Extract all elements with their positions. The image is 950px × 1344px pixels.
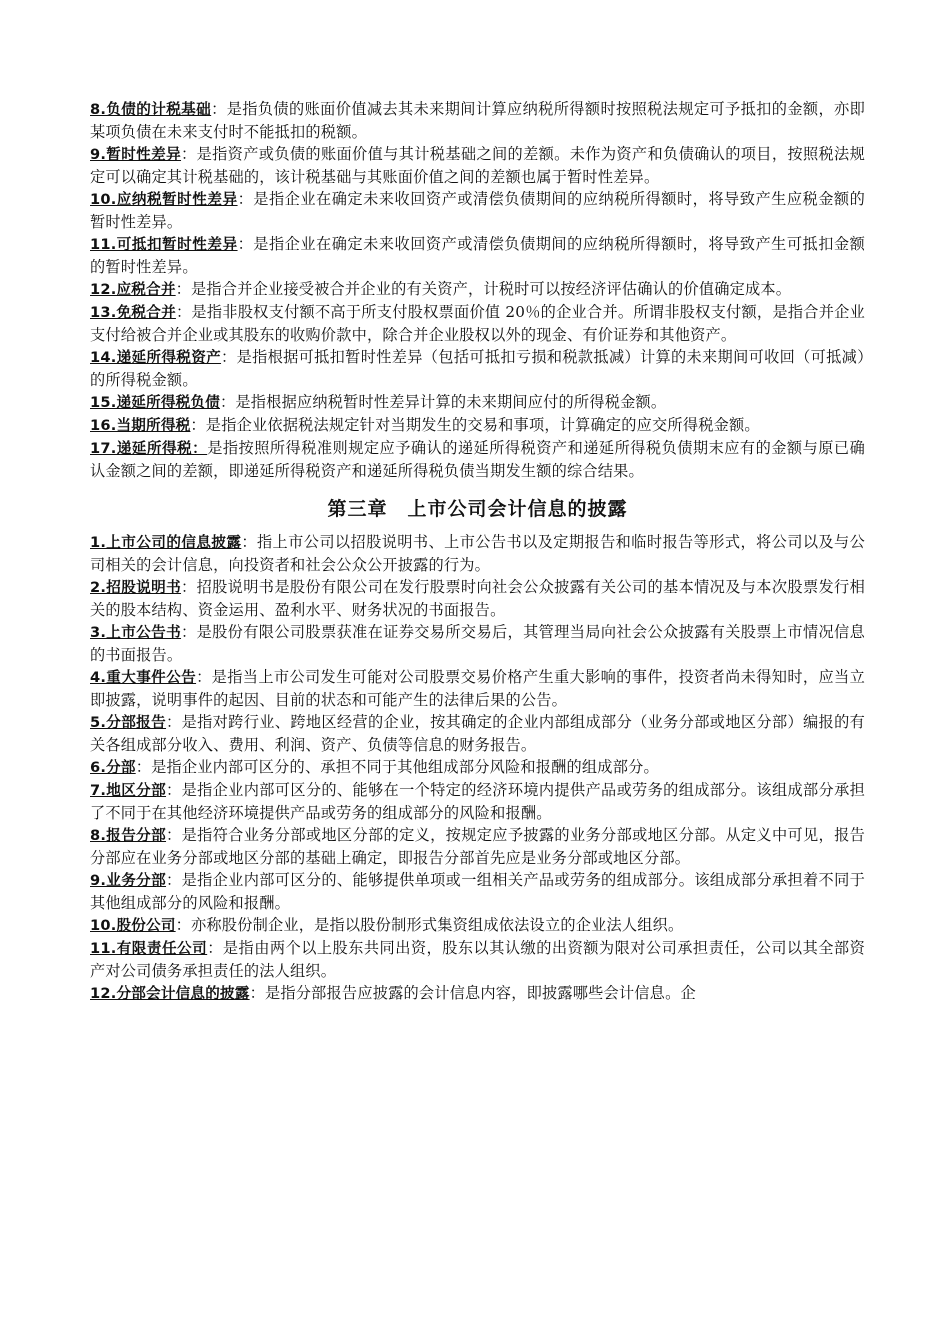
definition-term: 10.应纳税暂时性差异 xyxy=(90,191,238,208)
definition-text: ：是指对跨行业、跨地区经营的企业，按其确定的企业内部组成部分（业务分部或地区分部）编报的有关各组成部分收入、费用、利润、资产、负债等信息的财务报告。 xyxy=(90,713,866,754)
definition-entry xyxy=(90,301,865,346)
definition-term: 7.地区分部 xyxy=(90,782,167,799)
definition-term: 3.上市公告书 xyxy=(90,624,182,641)
definition-term: 16.当期所得税 xyxy=(90,417,191,434)
definition-entry xyxy=(90,531,865,576)
section-definitions-part1 xyxy=(90,98,865,482)
definition-term: 2.招股说明书 xyxy=(90,579,182,596)
definition-text: ：是指负债的账面价值减去其未来期间计算应纳税所得额时按照税法规定可予抵扣的金额，亦即某项负债在未来支付时不能抵扣的税额。 xyxy=(90,100,865,141)
definition-text: ：是指企业依据税法规定针对当期发生的交易和事项，计算确定的应交所得税金额。 xyxy=(190,416,760,434)
definition-text: ：是指资产或负债的账面价值与其计税基础之间的差额。未作为资产和负债确认的项目，按照税法规定可以确定其计税基础的，该计税基础与其账面价值之间的差额也属于暂时性差异。 xyxy=(90,145,865,186)
definition-term: 12.应税合并 xyxy=(90,281,176,298)
definition-entry xyxy=(90,233,865,278)
definition-term: 5.分部报告 xyxy=(90,714,167,731)
definition-term: 14.递延所得税资产 xyxy=(90,349,222,366)
definition-entry xyxy=(90,621,865,666)
definition-text: ：是指由两个以上股东共同出资，股东以其认缴的出资额为限对公司承担责任，公司以其全部资产对公司债务承担责任的法人组织。 xyxy=(90,939,865,980)
definition-text: ：招股说明书是股份有限公司在发行股票时向社会公众披露有关公司的基本情况及与本次股票发行相关的股本结构、资金运用、盈利水平、财务状况的书面报告。 xyxy=(90,578,865,619)
definition-term: 11.可抵扣暂时性差异 xyxy=(90,236,238,253)
definition-term: 8.负债的计税基础 xyxy=(90,101,212,118)
definition-text: ：是指企业在确定未来收回资产或清偿负债期间的应纳税所得额时，将导致产生应税金额的暂时性差异。 xyxy=(90,190,865,231)
definition-term: 9.业务分部 xyxy=(90,872,167,889)
definition-entry xyxy=(90,143,865,188)
definition-entry xyxy=(90,414,865,437)
definition-entry xyxy=(90,666,865,711)
definition-entry xyxy=(90,982,865,1005)
definition-text: ：是指根据可抵扣暂时性差异（包括可抵扣亏损和税款抵减）计算的未来期间可收回（可抵减）的所得税金额。 xyxy=(90,348,865,389)
definition-text: ：是指企业内部可区分的、承担不同于其他组成部分风险和报酬的组成部分。 xyxy=(135,758,659,776)
section-chapter3-definitions xyxy=(90,531,865,1005)
definition-text: ：是指企业内部可区分的、能够提供单项或一组相关产品或劳务的组成部分。该组成部分承担着不同于其他组成部分的风险和报酬。 xyxy=(90,871,866,912)
definition-entry xyxy=(90,824,865,869)
definition-text: ：是指非股权支付额不高于所支付股权票面价值 20％的企业合并。所谓非股权支付额，是指合并企业支付给被合并企业或其股东的收购价款中，除合并企业股权以外的现金、有价证券和其他资产。 xyxy=(90,303,865,344)
definition-term: 17.递延所得税： xyxy=(90,440,208,457)
definition-entry xyxy=(90,346,865,391)
definition-term: 9.暂时性差异 xyxy=(90,146,182,163)
definition-term: 13.免税合并 xyxy=(90,304,176,321)
definition-entry xyxy=(90,869,865,914)
definition-term: 10.股份公司 xyxy=(90,917,176,934)
definition-entry xyxy=(90,278,865,301)
definition-entry xyxy=(90,937,865,982)
definition-text: 是指按照所得税准则规定应予确认的递延所得税资产和递延所得税负债期末应有的金额与原已确认金额之间的差额，即递延所得税资产和递延所得税负债当期发生额的综合结果。 xyxy=(90,439,865,480)
definition-term: 6.分部 xyxy=(90,759,136,776)
definition-text: ：亦称股份制企业，是指以股份制形式集资组成依法设立的企业法人组织。 xyxy=(175,916,684,934)
definition-term: 15.递延所得税负债 xyxy=(90,394,221,411)
definition-entry xyxy=(90,437,865,482)
definition-text: ：是指合并企业接受被合并企业的有关资产，计税时可以按经济评估确认的价值确定成本。 xyxy=(175,280,792,298)
definition-text: ：是指根据应纳税暂时性差异计算的未来期间应付的所得税金额。 xyxy=(220,393,667,411)
definition-text: ：是指分部报告应披露的会计信息内容，即披露哪些会计信息。企 xyxy=(249,984,696,1002)
definition-entry xyxy=(90,756,865,779)
definition-text: ：是指当上市公司发生可能对公司股票交易价格产生重大影响的事件，投资者尚未得知时，应当立即披露，说明事件的起因、目前的状态和可能产生的法律后果的公告。 xyxy=(90,668,865,709)
definition-term: 8.报告分部 xyxy=(90,827,167,844)
definition-entry xyxy=(90,914,865,937)
definition-entry xyxy=(90,711,865,756)
definition-text: ：是股份有限公司股票获准在证券交易所交易后，其管理当局向社会公众披露有关股票上市情况信息的书面报告。 xyxy=(90,623,865,664)
definition-term: 11.有限责任公司 xyxy=(90,940,208,957)
definition-text: ：指上市公司以招股说明书、上市公告书以及定期报告和临时报告等形式，将公司以及与公司相关的会计信息，向投资者和社会公众公开披露的行为。 xyxy=(90,533,866,574)
definition-term: 1.上市公司的信息披露 xyxy=(90,534,242,551)
chapter-title: 第三章 上市公司会计信息的披露 xyxy=(327,498,628,520)
definition-entry xyxy=(90,391,865,414)
definition-entry xyxy=(90,188,865,233)
definition-term: 4.重大事件公告 xyxy=(90,669,197,686)
definition-text: ：是指企业内部可区分的、能够在一个特定的经济环境内提供产品或劳务的组成部分。该组成部分承担了不同于在其他经济环境提供产品或劳务的组成部分的风险和报酬。 xyxy=(90,781,866,822)
definition-term: 12.分部会计信息的披露 xyxy=(90,985,250,1002)
definition-entry xyxy=(90,576,865,621)
definition-text: ：是指符合业务分部或地区分部的定义，按规定应予披露的业务分部或地区分部。从定义中可见，报告分部应在业务分部或地区分部的基础上确定，即报告分部首先应是业务分部或地区分部。 xyxy=(90,826,866,867)
definition-text: ：是指企业在确定未来收回资产或清偿负债期间的应纳税所得额时，将导致产生可抵扣金额的暂时性差异。 xyxy=(90,235,865,276)
document-page xyxy=(90,98,865,1005)
definition-entry xyxy=(90,779,865,824)
definition-entry xyxy=(90,98,865,143)
